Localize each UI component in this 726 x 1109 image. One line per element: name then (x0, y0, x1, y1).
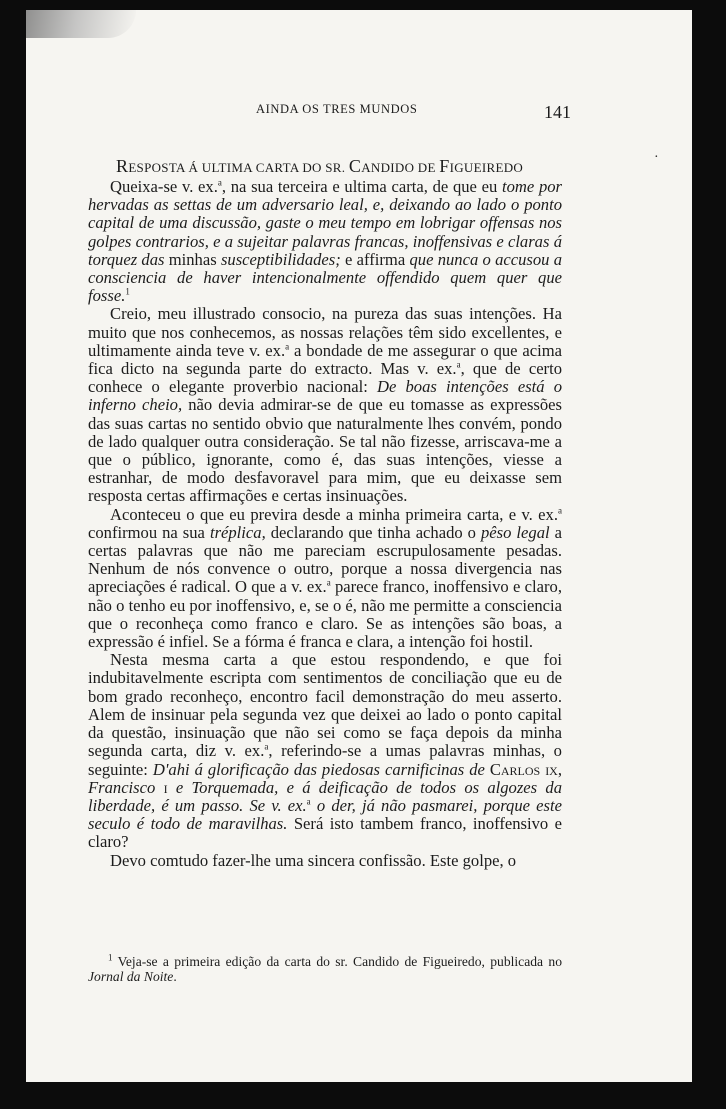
article-title: RESPOSTA Á ULTIMA CARTA DO SR. CANDIDO DE FIGUEIREDO (116, 156, 524, 176)
running-head: AINDA OS TRES MUNDOS (256, 102, 418, 116)
book-page (26, 10, 692, 1082)
paragraph: Nesta mesma carta a que estou respondendo, e que foi indubitavelmente escripta com sentimentos de conciliação que eu de bom grado reconheço, encontro facil demonstração do meu asserto. Alem de insinuar pela segunda vez que deixei ao lado o ponto capital da questão, insinuação que não sei como se faça depois da minha segunda carta, diz v. ex.$^a$, referindo-se a umas palavras minhas, o seguinte: D'ahi á glorificação das piedosas carnificinas de Carlos ix, Francisco i e Torquemada, e á deificação de todos os algozes da liberdade, é um passo. Se v. ex.$^a$ o der, já não pasmarei, porque este seculo é todo de maravilhas. Será isto tambem franco, inoffensivo e claro? (88, 650, 562, 852)
body-text (88, 178, 562, 870)
paragraph: Queixa-se v. ex.$^a$, na sua terceira e ultima carta, de que eu tome por hervadas as settas de um adversario leal, e, deixando ao lado o ponto capital de uma discussão, gaste o meu tempo em lobrigar offensas nos golpes contrarios, e a sujeitar palavras francas, inoffensivas e claras á torquez das minhas susceptibilidades; e affirma que nunca o accusou a consciencia de haver intencionalmente offendido quem quer que fosse.$^1$ (88, 177, 562, 306)
footnote-reference: 1 (125, 286, 130, 297)
paragraph: Aconteceu o que eu previra desde a minha primeira carta, e v. ex.$^a$ confirmou na sua tréplica, declarando que tinha achado o pêso legal a certas palavras que não me pareciam escrupulosamente pesadas. Nenhum de nós convence o outro, porque a nossa divergencia nas apreciações é radical. O que a v. ex.$^a$ parece franco, inoffensivo e claro, não o tenho eu por inoffensivo, e, se o é, não me permitte a consciencia que o reconheça como franco e claro. Se as intenções são boas, a expressão é infiel. Se a fórma é franca e clara, a intenção foi hostil. (88, 504, 562, 652)
scan-smudge (26, 10, 136, 38)
footnote: $^1$ Veja-se a primeira edição da carta do sr. Candido de Figueiredo, publicada no Jornal da Noite. (88, 952, 562, 984)
paragraph: Devo comtudo fazer-lhe uma sincera confissão. Este golpe, o (110, 850, 517, 870)
page-number: 141 (544, 102, 571, 122)
ink-speck: · (654, 150, 659, 165)
footnote-mark: 1 (108, 952, 113, 963)
paragraph: Creio, meu illustrado consocio, na pureza das suas intenções. Ha muito que nos conhecemos, as nossas relações têm sido excellentes, e ultimamente ainda teve v. ex.$^a$ a bondade de me assegurar o que acima fica dicto na segunda parte do extracto. Mas v. ex.$^a$, que de certo conhece o elegante proverbio nacional: De boas intenções está o inferno cheio, não devia admirar-se de que eu tomasse as expressões das suas cartas no sentido obvio que naturalmente lhes convém, pondo de lado qualquer outra consideração. Se tal não fizesse, arriscava-me a que o público, ignorante, como é, das suas intenções, viesse a estranhar, de modo desfavoravel para mim, que eu deixasse sem resposta certas affirmações e certas insinuações. (88, 304, 563, 506)
